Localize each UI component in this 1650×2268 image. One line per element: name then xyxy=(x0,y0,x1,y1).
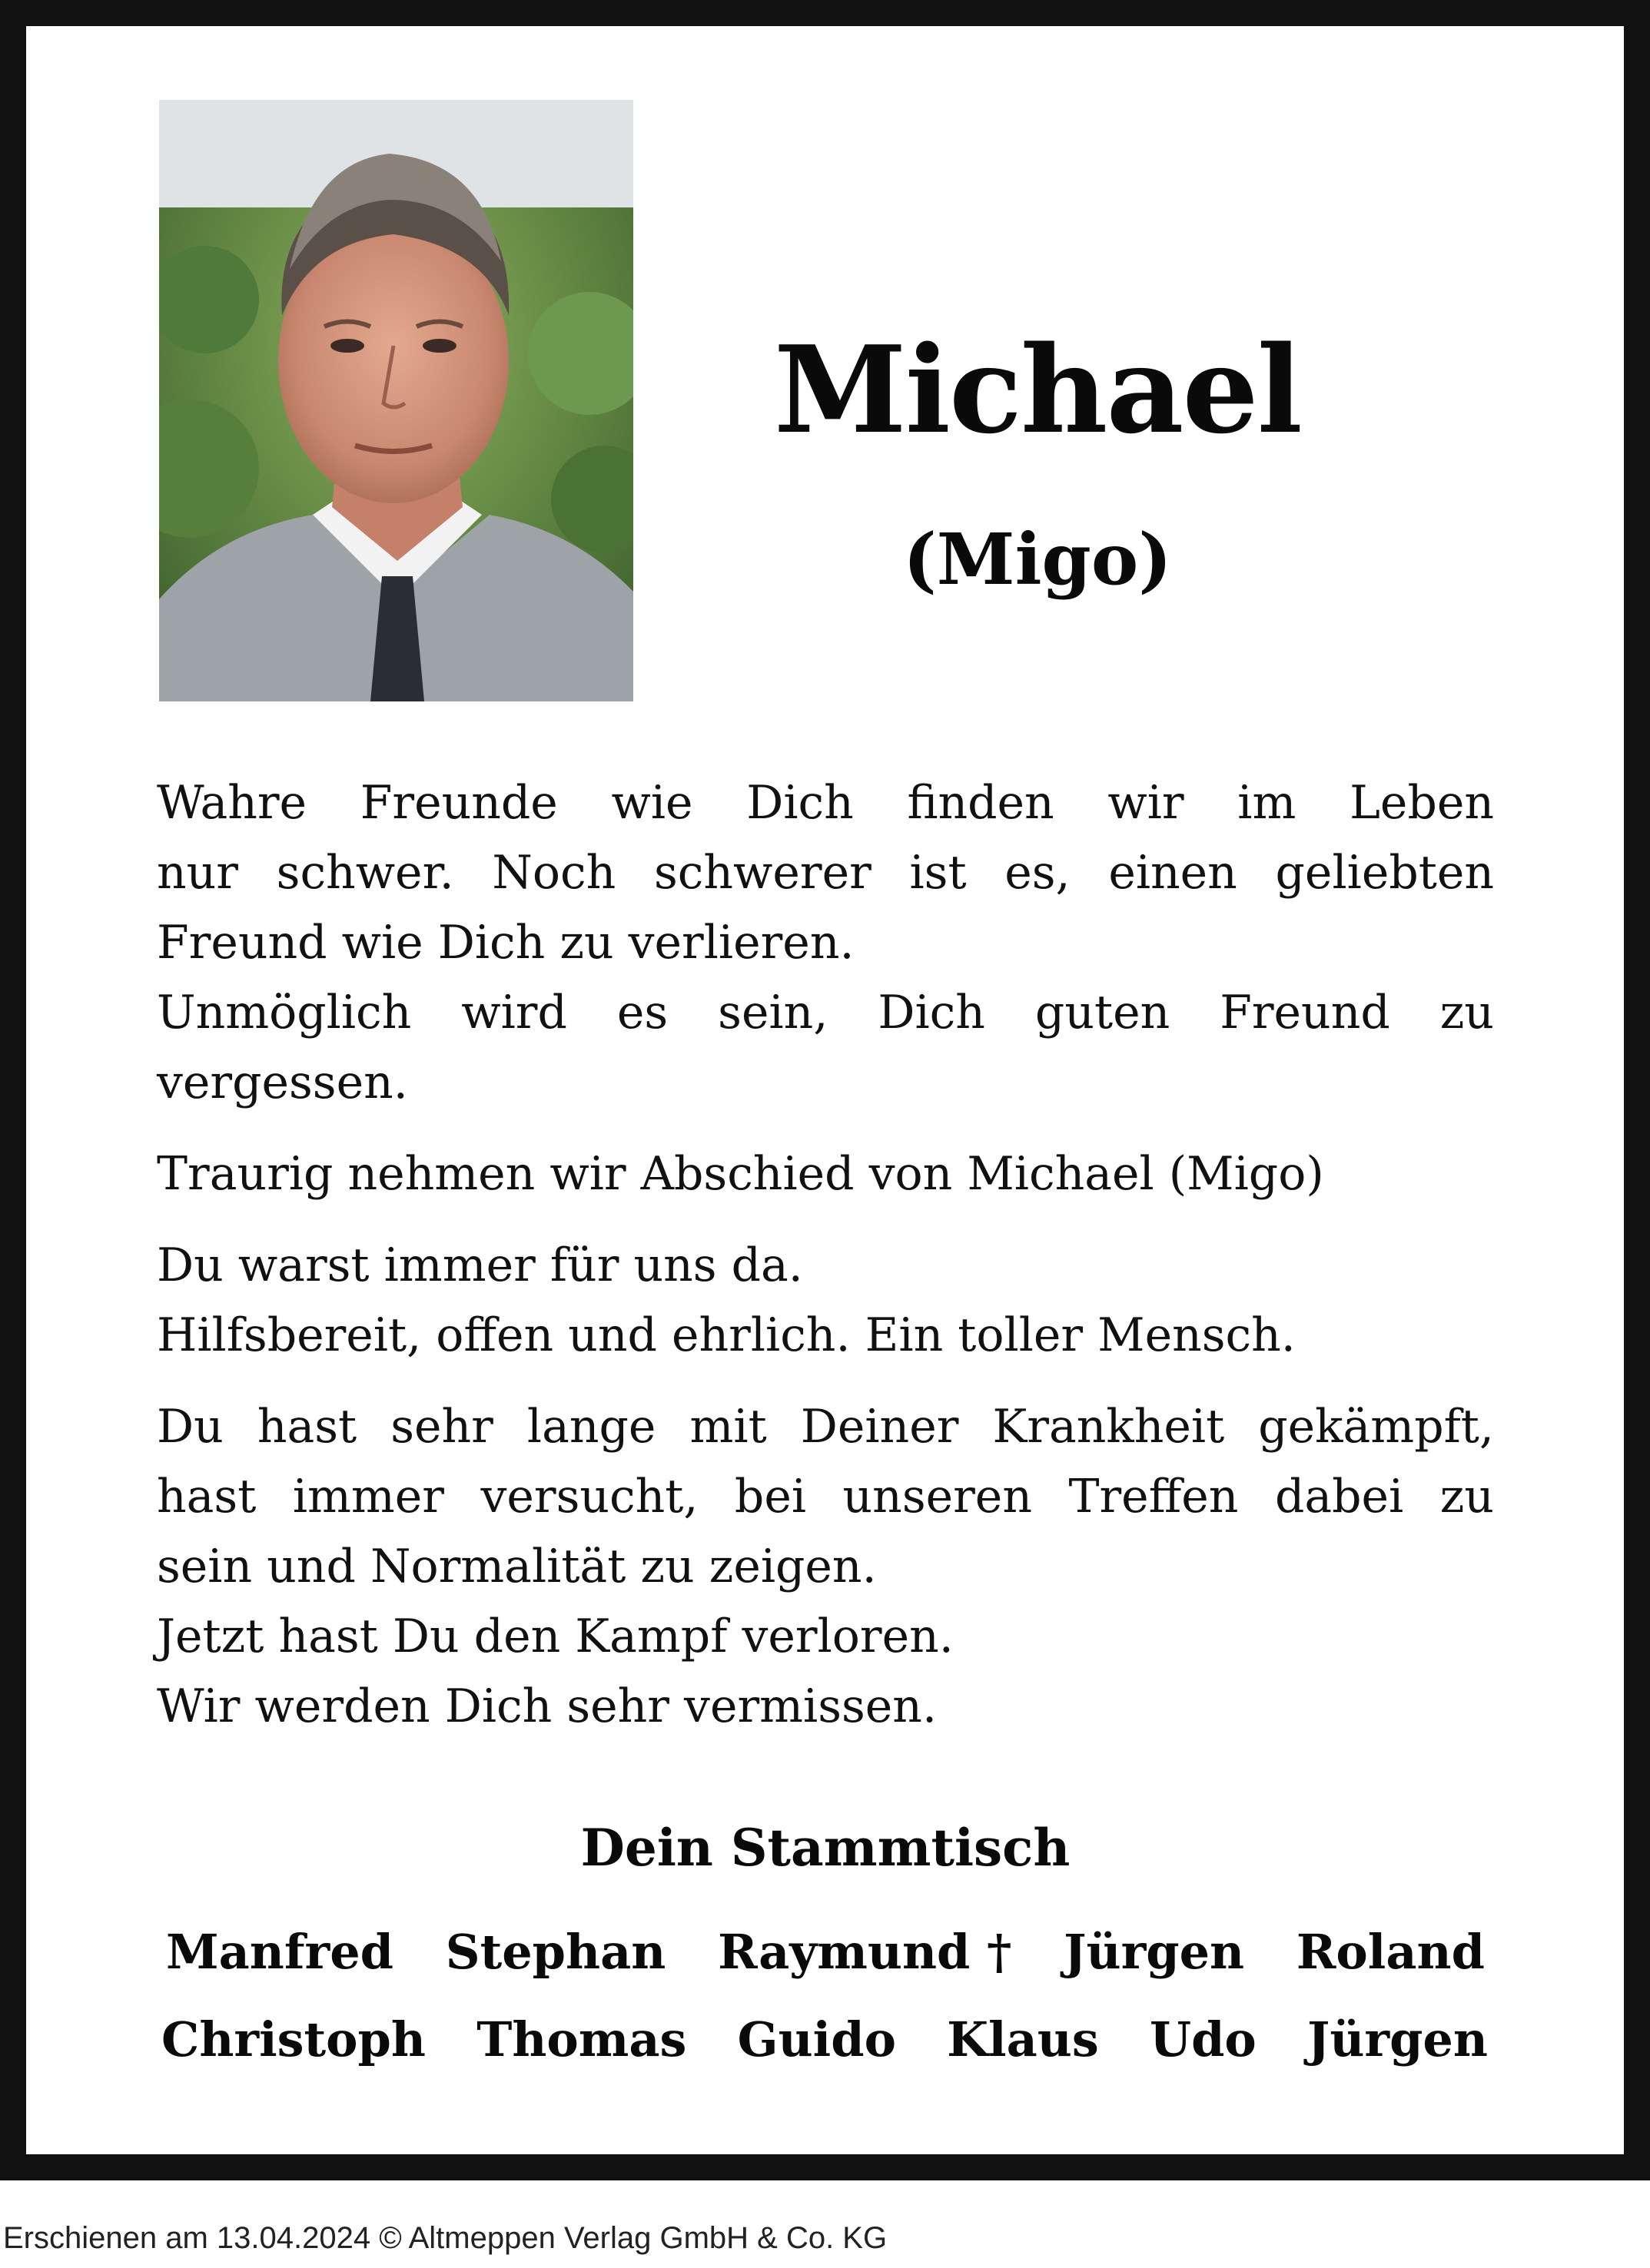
text-line: Wahre Freunde wie Dich finden wir im Leben xyxy=(157,776,1494,830)
text-line: Jetzt hast Du den Kampf verloren. xyxy=(157,1610,954,1663)
text-line: nur schwer. Noch schwerer ist es, einen geliebten xyxy=(157,846,1494,900)
paragraph-2 xyxy=(157,1139,1494,1209)
text-line: Freund wie Dich zu verlieren. xyxy=(157,916,855,970)
mourner-name: Jürgen xyxy=(1064,1924,1245,1980)
text-line: Du hast sehr lange mit Deiner Krankheit gekämpft, xyxy=(157,1400,1494,1454)
paragraph-3 xyxy=(157,1231,1494,1371)
mourner-name: Manfred xyxy=(166,1924,394,1980)
mourner-name: Jürgen xyxy=(1307,2011,1488,2067)
mourner-name: Roland xyxy=(1296,1924,1485,1980)
mourner-name: Thomas xyxy=(476,2011,687,2067)
text-line: sein und Normalität zu zeigen. xyxy=(157,1540,877,1593)
portrait-illustration xyxy=(159,100,633,701)
mourner-name: Udo xyxy=(1150,2011,1257,2067)
mourner-name: Klaus xyxy=(947,2011,1099,2067)
signoff-heading: Dein Stammtisch xyxy=(580,1818,1071,1878)
deceased-name: Michael xyxy=(774,320,1301,460)
text-line: Traurig nehmen wir Abschied von Michael (Migo) xyxy=(157,1147,1324,1201)
mourner-name: Stephan xyxy=(445,1924,666,1980)
mourner-name: Guido xyxy=(737,2011,896,2067)
text-line: Wir werden Dich sehr vermissen. xyxy=(157,1679,938,1733)
text-line: Du warst immer für uns da. xyxy=(157,1238,803,1292)
portrait-photo xyxy=(159,100,633,701)
notice-text xyxy=(157,768,1494,1763)
names-row-2 xyxy=(161,2011,1488,2067)
publication-footer: Erschienen am 13.04.2024 © Altmeppen Verlag GmbH & Co. KG xyxy=(3,2221,888,2255)
paragraph-4 xyxy=(157,1392,1494,1742)
paragraph-1 xyxy=(157,768,1494,1118)
names-row-1 xyxy=(166,1924,1485,1980)
mourner-name: Raymund † xyxy=(718,1924,1012,1980)
mourner-name: Christoph xyxy=(161,2011,426,2067)
text-line: Unmöglich wird es sein, Dich guten Freund zu xyxy=(157,986,1494,1040)
text-line: Hilfsbereit, offen und ehrlich. Ein toller Mensch. xyxy=(157,1308,1296,1362)
text-line: vergessen. xyxy=(157,1056,408,1109)
deceased-nickname: (Migo) xyxy=(903,518,1172,601)
text-line: hast immer versucht, bei unseren Treffen dabei zu xyxy=(157,1470,1494,1524)
